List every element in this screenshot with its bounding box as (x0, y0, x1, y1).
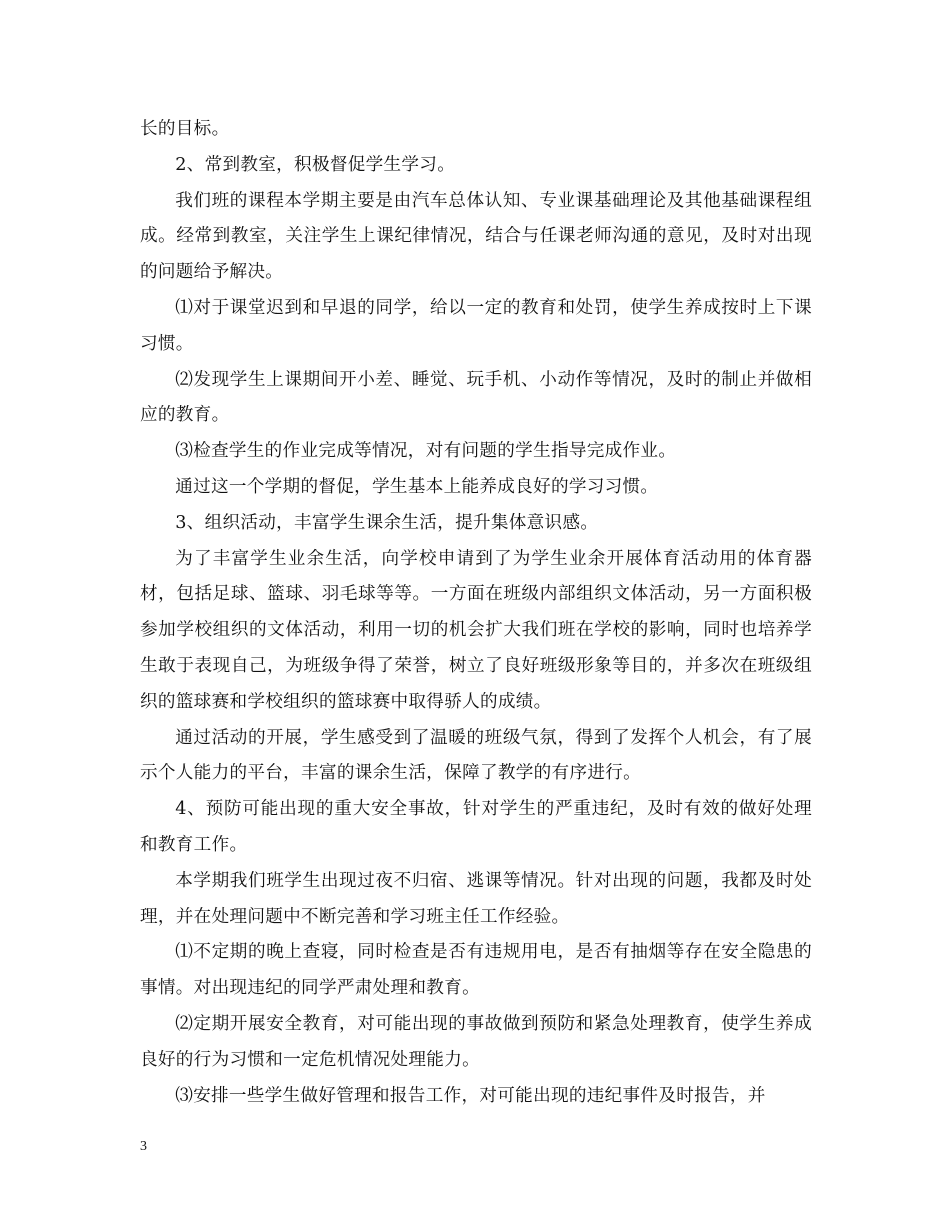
paragraph: 通过这一个学期的督促，学生基本上能养成良好的学习习惯。 (175, 476, 659, 497)
page-number: 3 (140, 1139, 147, 1154)
paragraph: ⑵发现学生上课期间开小差、睡觉、玩手机、小动作等情况，及时的制止并做相应的教育。 (140, 369, 812, 426)
paragraph: 3、组织活动，丰富学生课余生活，提升集体意识感。 (175, 512, 599, 533)
paragraph: ⑶检查学生的作业完成等情况，对有问题的学生指导完成作业。 (175, 441, 677, 462)
paragraph: ⑶安排一些学生做好管理和报告工作，对可能出现的违纪事件及时报告，并 (175, 1085, 766, 1106)
paragraph: 本学期我们班学生出现过夜不归宿、逃课等情况。针对出现的问题，我都及时处理，并在处理问题中不断完善和学习班主任工作经验。 (140, 870, 812, 927)
paragraph: 长的目标。 (140, 119, 230, 139)
paragraph: 为了丰富学生业余生活，向学校申请到了为学生业余开展体育活动用的体育器材，包括足球、篮球、羽毛球等等。一方面在班级内部组织文体活动，另一方面积极参加学校组织的文体活动，利用一切的机会扩大我们班在学校的影响，同时也培养学生敢于表现自己，为班级争得了荣誉，树立了良好班级形象等目的，并多次在班级组织的篮球赛和学校组织的篮球赛中取得骄人的成绩。 (140, 548, 812, 712)
paragraph: 4、预防可能出现的重大安全事故，针对学生的严重违纪，及时有效的做好处理和教育工作。 (140, 799, 812, 855)
paragraph: ⑴不定期的晚上查寝，同时检查是否有违规用电，是否有抽烟等存在安全隐患的事情。对出现违纪的同学严肃处理和教育。 (140, 942, 812, 999)
paragraph: ⑵定期开展安全教育，对可能出现的事故做到预防和紧急处理教育，使学生养成良好的行为习惯和一定危机情况处理能力。 (140, 1013, 812, 1070)
paragraph: 通过活动的开展，学生感受到了温暖的班级气氛，得到了发挥个人机会，有了展示个人能力的平台，丰富的课余生活，保障了教学的有序进行。 (140, 727, 812, 784)
paragraph: 2、常到教室，积极督促学生学习。 (175, 154, 456, 175)
paragraph: 我们班的课程本学期主要是由汽车总体认知、专业课基础理论及其他基础课程组成。经常到教室，关注学生上课纪律情况，结合与任课老师沟通的意见，及时对出现的问题给予解决。 (140, 190, 812, 283)
document-body (140, 112, 812, 1114)
paragraph: ⑴对于课堂迟到和早退的同学，给以一定的教育和处罚，使学生养成按时上下课习惯。 (140, 297, 812, 354)
